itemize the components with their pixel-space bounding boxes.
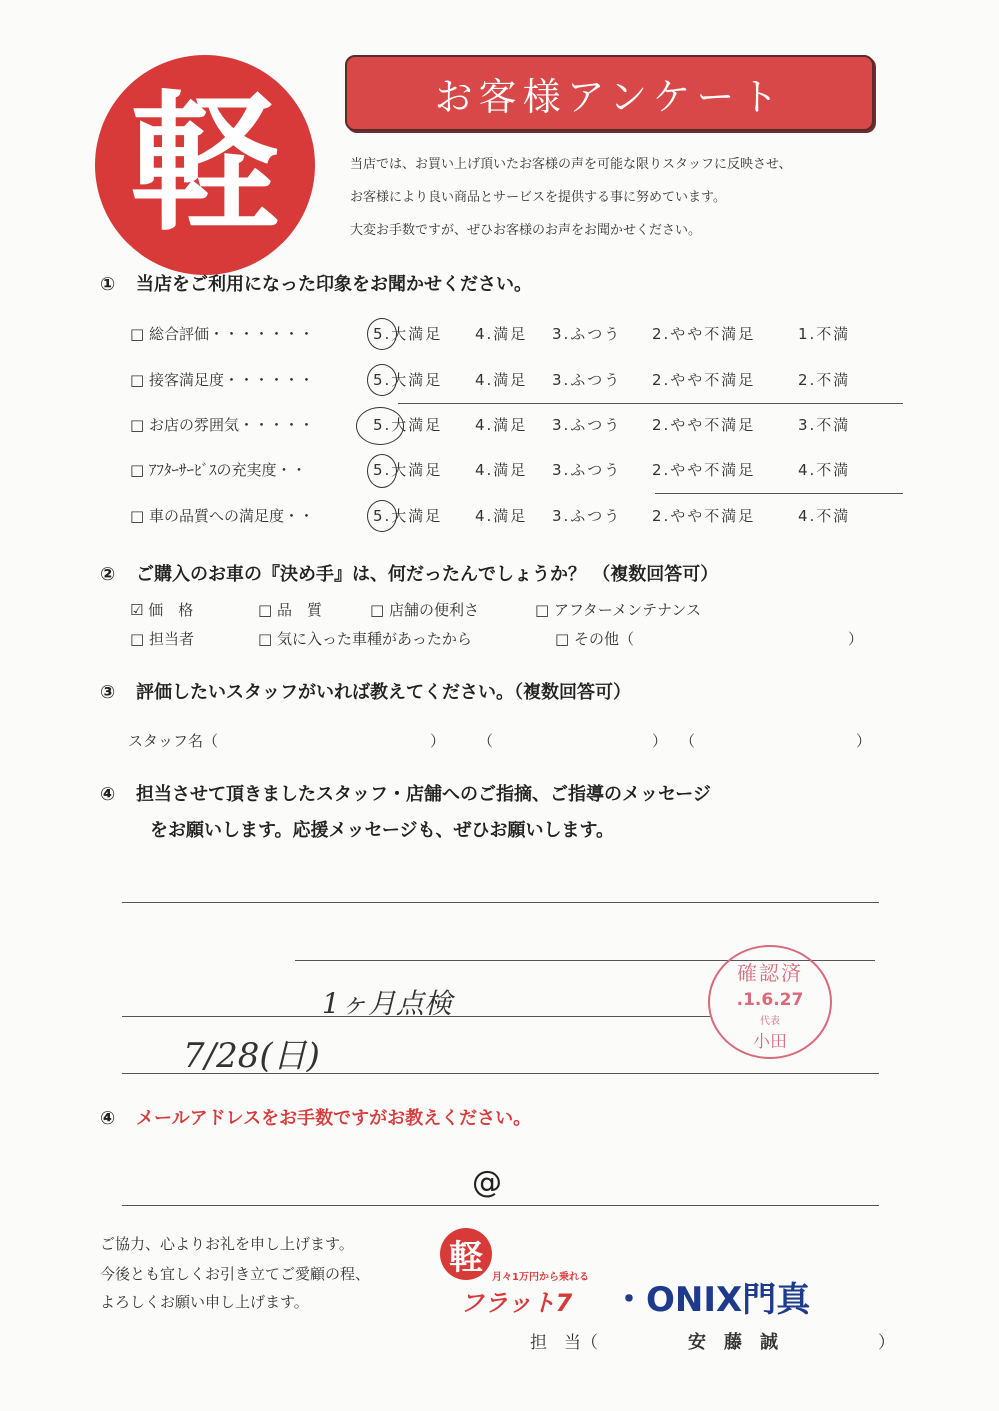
checkbox-icon[interactable]: □ bbox=[555, 630, 570, 648]
q2-other-close: ） bbox=[848, 630, 864, 648]
q4-number: ④ bbox=[100, 784, 116, 805]
q1-row-service bbox=[130, 369, 870, 393]
survey-title-box bbox=[345, 55, 874, 131]
q1-option-2[interactable]: 2.やや不満足 bbox=[652, 507, 756, 525]
q1-heading bbox=[100, 270, 532, 296]
q1-option-5[interactable]: 5.大満足 bbox=[373, 325, 443, 343]
email-line bbox=[122, 1205, 879, 1206]
q1-option-5[interactable]: 5.大満足 bbox=[373, 416, 443, 434]
divider-line bbox=[398, 403, 903, 404]
checkbox-icon[interactable]: □ bbox=[370, 601, 385, 619]
q1-option-4[interactable]: 4.満足 bbox=[475, 371, 528, 389]
checkbox-icon[interactable]: □ bbox=[258, 630, 273, 648]
q5-title: メールアドレスをお手数ですがお教えください。 bbox=[136, 1108, 532, 1129]
option-label: 品 質 bbox=[276, 601, 322, 619]
option-label: 担当者 bbox=[148, 630, 194, 648]
q1-option-3[interactable]: 3.ふつう bbox=[552, 325, 622, 343]
q5-number: ④ bbox=[100, 1108, 116, 1129]
q1-row-quality bbox=[130, 505, 870, 529]
q1-option-1[interactable]: 2.不満 bbox=[798, 371, 851, 389]
selected-5-mark bbox=[367, 318, 397, 350]
q3-title: 評価したいスタッフがいれば教えてください。（複数回答可） bbox=[136, 682, 631, 703]
handwritten-message: 1ヶ月点検 bbox=[322, 987, 452, 1020]
brand-kei-char: 軽 bbox=[449, 1237, 483, 1278]
checkbox-icon[interactable]: □ bbox=[258, 601, 273, 619]
paren-close: ） bbox=[430, 732, 446, 750]
intro-line-1: 当店では、お買い上げ頂いたお客様の声を可能な限りスタッフに反映させ、 bbox=[350, 157, 792, 172]
option-label: 価 格 bbox=[148, 601, 194, 619]
q1-option-2[interactable]: 2.やや不満足 bbox=[652, 461, 756, 479]
q1-option-2[interactable]: 2.やや不満足 bbox=[652, 416, 756, 434]
q5-heading bbox=[100, 1104, 531, 1130]
checkbox-checked-icon[interactable]: ☑ bbox=[130, 601, 144, 619]
tantou-name: 安 藤 誠 bbox=[688, 1332, 778, 1353]
q4-heading bbox=[100, 780, 711, 806]
q1-option-5[interactable]: 5.大満足 bbox=[373, 371, 443, 389]
q4-title-line-2: をお願いします。応援メッセージも、ぜひお願いします。 bbox=[150, 820, 615, 841]
q1-title: 当店をご利用になった印象をお聞かせください。 bbox=[136, 274, 532, 295]
intro-line-2: お客様により良い商品とサービスを提供する事に努めています。 bbox=[350, 190, 726, 205]
q1-row-label: □ お店の雰囲気・・・・・ bbox=[130, 416, 314, 434]
message-line bbox=[122, 902, 879, 903]
q2-option-convenience[interactable] bbox=[370, 599, 479, 620]
paren-open: （ bbox=[680, 732, 696, 750]
kei-logo-char: 軽 bbox=[129, 78, 280, 252]
q1-option-2[interactable]: 2.やや不満足 bbox=[652, 325, 756, 343]
q1-option-2[interactable]: 2.やや不満足 bbox=[652, 371, 756, 389]
q1-row-label: □ 総合評価・・・・・・・ bbox=[130, 325, 314, 343]
thanks-line-2: 今後とも宜しくお引き立てご愛顧の程、 bbox=[100, 1265, 371, 1283]
q1-row-label: □ 車の品質への満足度・・ bbox=[130, 507, 314, 525]
option-label: その他（ bbox=[573, 630, 634, 648]
checkbox-icon[interactable]: □ bbox=[535, 601, 550, 619]
q1-row-atmosphere bbox=[130, 414, 870, 438]
brand-tagline: 月々1万円から乗れる bbox=[492, 1272, 589, 1283]
stamp-small: 代表 bbox=[760, 1016, 780, 1027]
stamp-name: 小田 bbox=[753, 1032, 787, 1052]
q1-option-4[interactable]: 4.満足 bbox=[475, 416, 528, 434]
q2-option-car-model[interactable] bbox=[258, 628, 472, 649]
confirmation-stamp bbox=[708, 945, 832, 1059]
option-label: 店舗の便利さ bbox=[388, 601, 479, 619]
paren-close: ） bbox=[652, 732, 668, 750]
handwritten-date: 7/28(日) bbox=[183, 1036, 320, 1076]
q1-option-1[interactable]: 4.不満 bbox=[798, 507, 851, 525]
paren-close: ） bbox=[856, 732, 872, 750]
divider-line bbox=[655, 493, 903, 494]
q1-option-3[interactable]: 3.ふつう bbox=[552, 416, 622, 434]
q2-number: ② bbox=[100, 564, 116, 585]
q1-option-5[interactable]: 5.大満足 bbox=[373, 507, 443, 525]
stamp-top: 確認済 bbox=[737, 961, 803, 985]
paren-open: （ bbox=[478, 732, 494, 750]
q1-option-3[interactable]: 3.ふつう bbox=[552, 371, 622, 389]
q2-option-price[interactable] bbox=[130, 599, 193, 620]
brand-kei-logo bbox=[440, 1228, 492, 1280]
q2-title: ご購入のお車の『決め手』は、何だったんでしょうか？ （複数回答可） bbox=[136, 564, 719, 585]
q1-option-3[interactable]: 3.ふつう bbox=[552, 507, 622, 525]
brand-onix: ・ONIX門真 bbox=[612, 1280, 811, 1320]
intro-line-3: 大変お手数ですが、ぜひお客様のお声をお聞かせください。 bbox=[350, 223, 702, 238]
q2-option-other[interactable] bbox=[555, 628, 634, 649]
q4-title-line-1: 担当させて頂きましたスタッフ・店舗へのご指摘、ご指導のメッセージ bbox=[136, 784, 711, 805]
option-label: アフターメンテナンス bbox=[553, 601, 701, 619]
q1-option-4[interactable]: 4.満足 bbox=[475, 461, 528, 479]
thanks-line-3: よろしくお願い申し上げます。 bbox=[100, 1293, 309, 1311]
selected-5-mark bbox=[367, 500, 397, 532]
q1-option-5[interactable]: 5.大満足 bbox=[373, 461, 443, 479]
tantou-close: ） bbox=[878, 1333, 895, 1353]
option-label: 気に入った車種があったから bbox=[276, 630, 472, 648]
thanks-line-1: ご協力、心よりお礼を申し上げます。 bbox=[100, 1235, 354, 1253]
kei-logo bbox=[95, 55, 315, 275]
tantou-label: 担 当（ bbox=[530, 1333, 598, 1353]
q1-row-after-service bbox=[130, 459, 870, 483]
q2-option-staff[interactable] bbox=[130, 628, 194, 649]
q2-option-quality[interactable] bbox=[258, 599, 322, 620]
staff-name-label: スタッフ名（ bbox=[128, 732, 219, 750]
email-at-sign[interactable]: @ bbox=[472, 1165, 502, 1200]
q1-row-overall bbox=[130, 323, 870, 347]
q3-number: ③ bbox=[100, 682, 116, 703]
page-title: お客様アンケート bbox=[434, 74, 785, 119]
q3-heading bbox=[100, 678, 631, 704]
stamp-date: .1.6.27 bbox=[736, 990, 804, 1010]
selected-5-mark bbox=[367, 364, 397, 396]
q1-option-1[interactable]: 4.不満 bbox=[798, 461, 851, 479]
q1-number: ① bbox=[100, 274, 116, 295]
checkbox-icon[interactable]: □ bbox=[130, 630, 145, 648]
q1-option-1[interactable]: 1.不満 bbox=[798, 325, 851, 343]
q1-row-label: □ ｱﾌﾀｰｻｰﾋﾞｽの充実度・・ bbox=[130, 461, 307, 479]
selected-5-mark bbox=[356, 407, 404, 445]
q1-option-3[interactable]: 3.ふつう bbox=[552, 461, 622, 479]
q1-row-label: □ 接客満足度・・・・・・ bbox=[130, 371, 314, 389]
q2-heading bbox=[100, 560, 718, 586]
q1-option-1[interactable]: 3.不満 bbox=[798, 416, 851, 434]
q2-option-maintenance[interactable] bbox=[535, 599, 701, 620]
brand-flat7: フラット7 bbox=[460, 1289, 573, 1317]
q1-option-4[interactable]: 4.満足 bbox=[475, 507, 528, 525]
selected-5-mark bbox=[367, 454, 397, 488]
q1-option-4[interactable]: 4.満足 bbox=[475, 325, 528, 343]
